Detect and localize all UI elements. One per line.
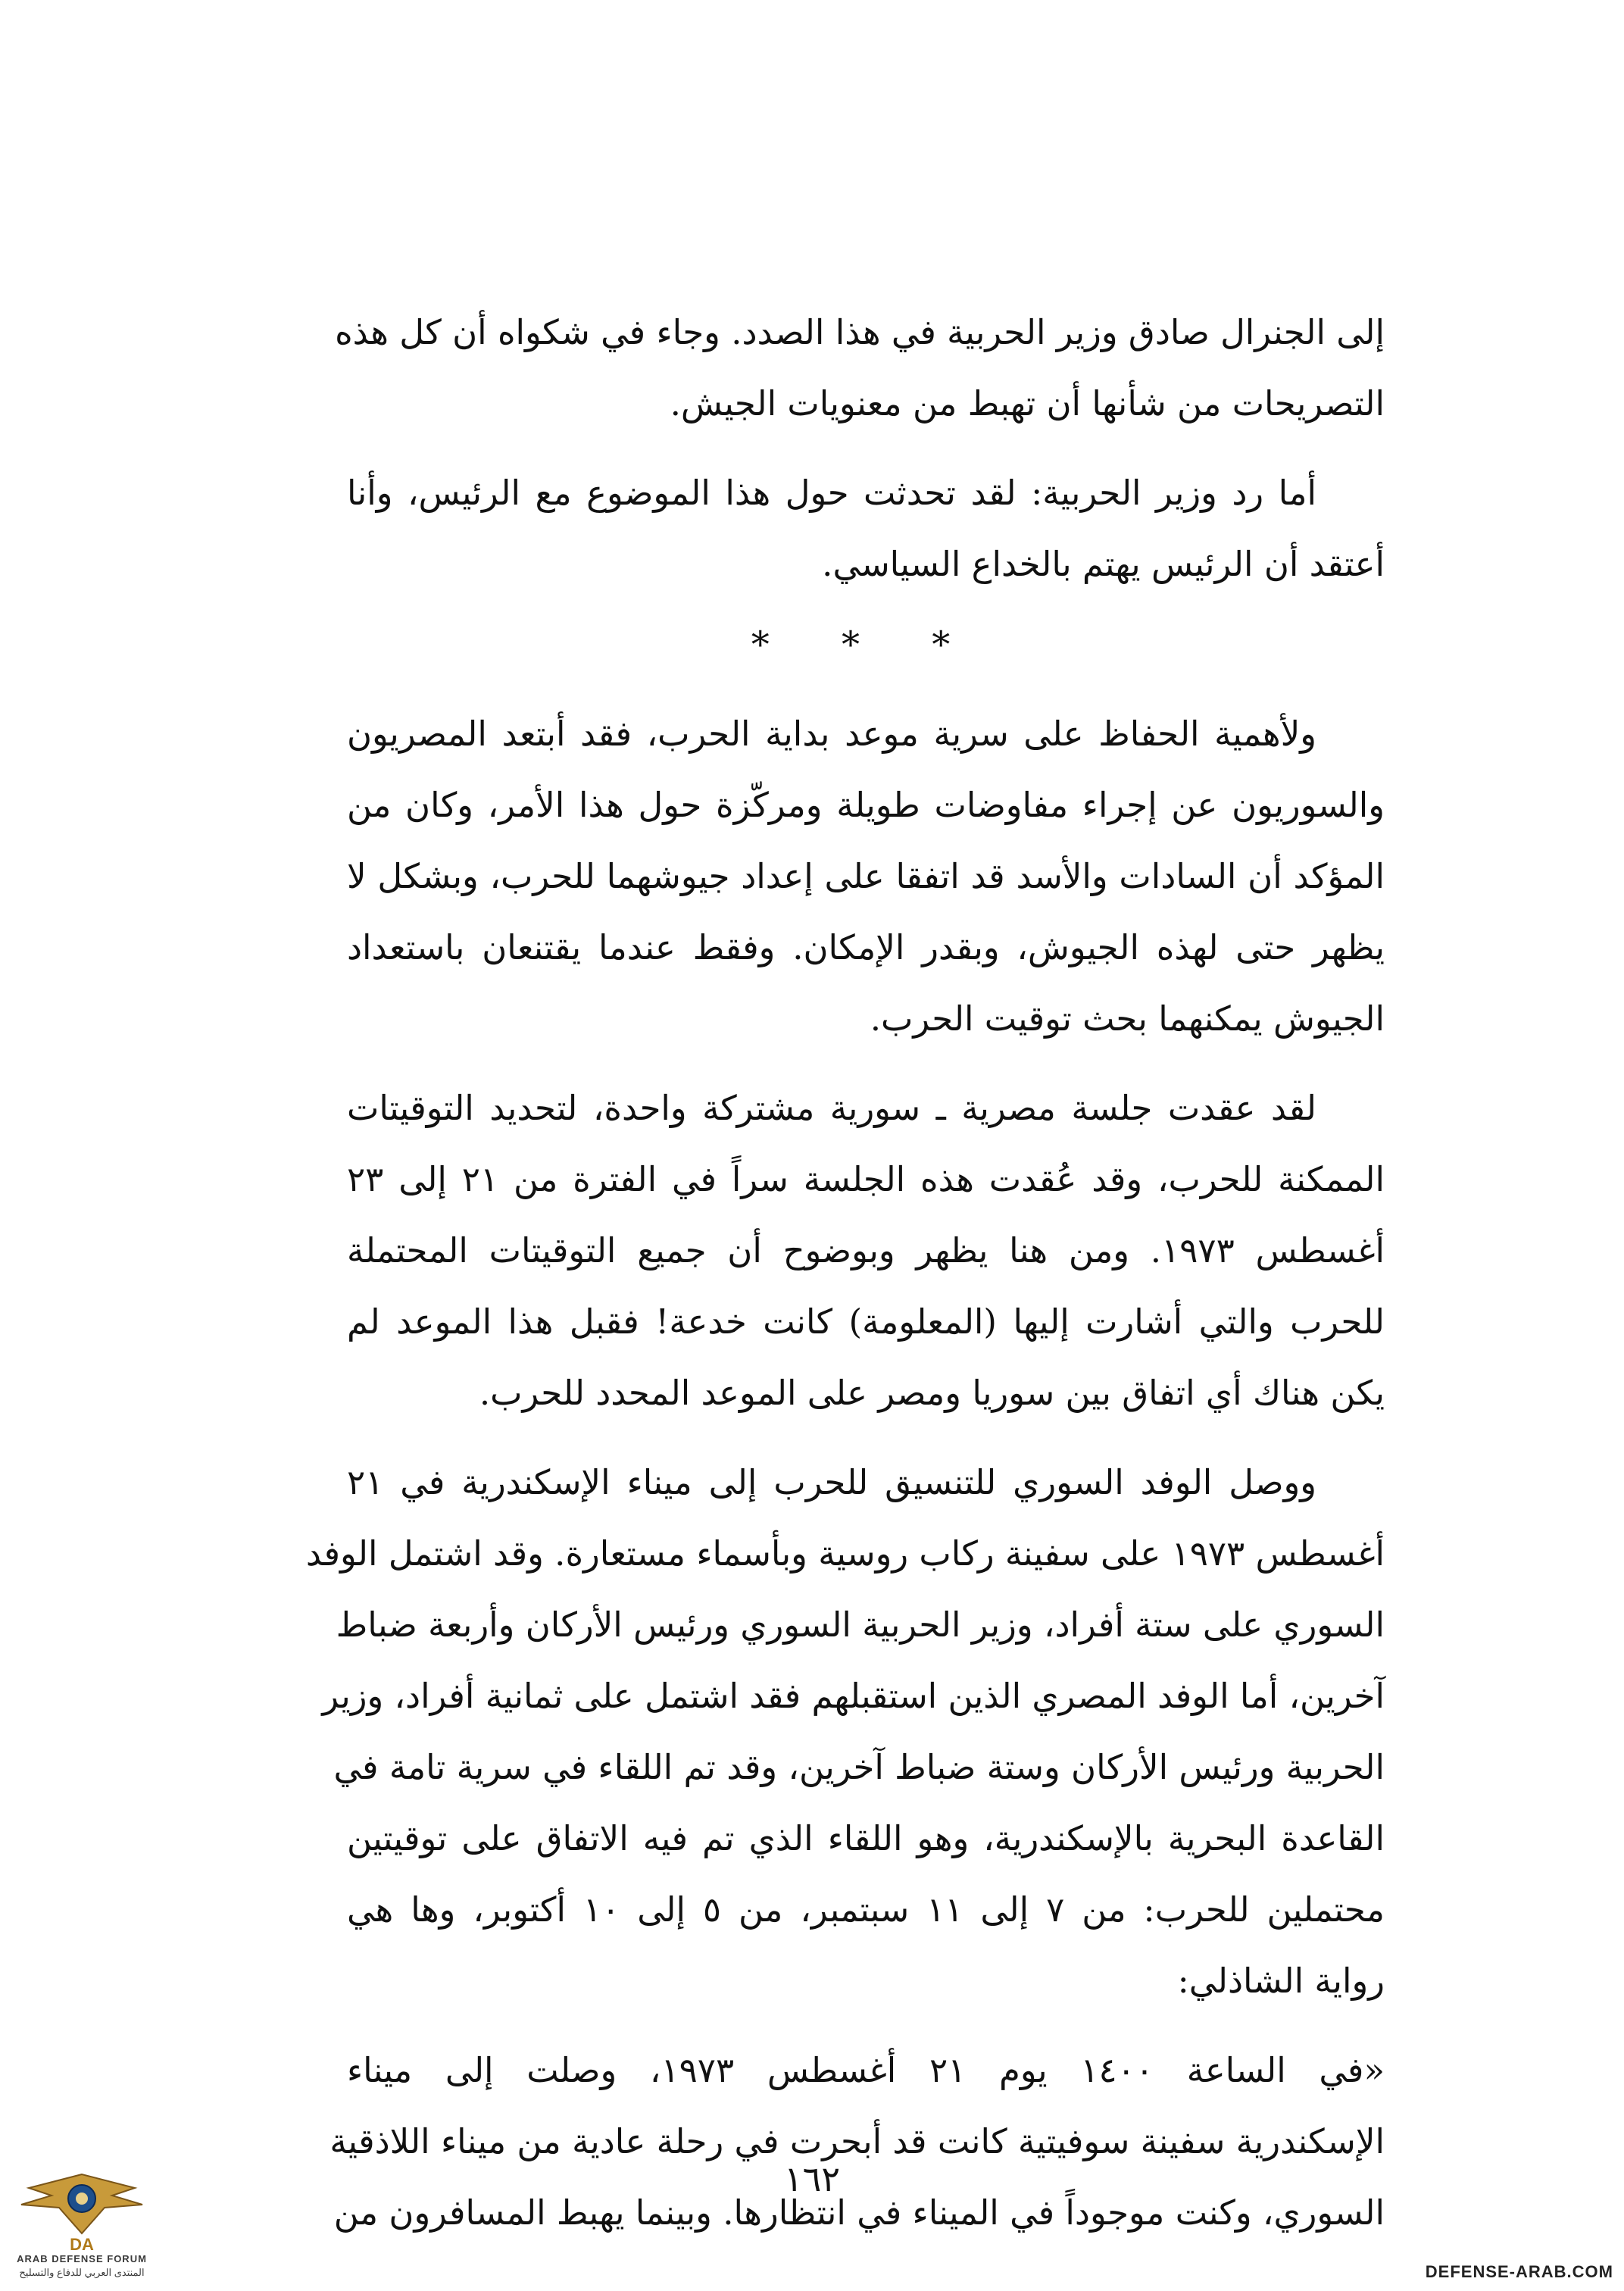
text-line: الممكنة للحرب، وقد عُقدت هذه الجلسة سراً في الفترة من ٢١ إلى ٢٣ [347, 1159, 1385, 1199]
logo-abbreviation: DA [70, 2235, 94, 2254]
text-line: والسوريون عن إجراء مفاوضات طويلة ومركّزة حول هذا الأمر، وكان من [347, 785, 1385, 825]
text-line: المؤكد أن السادات والأسد قد اتفقا على إعداد جيوشهما للحرب، وبشكل لا [347, 856, 1385, 896]
text-line: يظهر حتى لهذه الجيوش، وبقدر الإمكان. وفقط عندما يقتنعان باستعداد [347, 927, 1385, 967]
text-line: أغسطس ١٩٧٣. ومن هنا يظهر وبوضوح أن جميع التوقيتات المحتملة [347, 1230, 1385, 1271]
text-line: يكن هناك أي اتفاق بين سوريا ومصر على الموعد المحدد للحرب. [479, 1373, 1385, 1413]
body-text [305, 297, 1385, 2267]
text-line: إلى الجنرال صادق وزير الحربية في هذا الصدد. وجاء في شكواه أن كل هذه [335, 312, 1385, 352]
forum-logo [6, 2159, 158, 2288]
text-line: أغسطس ١٩٧٣ على سفينة ركاب روسية وبأسماء مستعارة. وقد اشتمل الوفد [305, 1533, 1385, 1574]
paragraph [347, 458, 1385, 600]
eagle-emblem-icon [6, 2159, 158, 2239]
text-line: الحربية ورئيس الأركان وستة ضباط آخرين، وقد تم اللقاء في سرية تامة في [333, 1747, 1385, 1787]
paragraph [347, 699, 1385, 1055]
text-line: السوري على ستة أفراد، وزير الحربية السوري ورئيس الأركان وأربعة ضباط [336, 1605, 1385, 1645]
paragraph-quote [329, 2035, 1385, 2249]
logo-arabic-name: المنتدى العربي للدفاع والتسليح [19, 2267, 145, 2278]
text-line: لقد عقدت جلسة مصرية ـ سورية مشتركة واحدة، لتحديد التوقيتات [347, 1088, 1316, 1128]
text-line: للحرب والتي أشارت إليها (المعلومة) كانت خدعة! فقبل هذا الموعد لم [347, 1302, 1385, 1342]
text-line: الإسكندرية سفينة سوفيتية كانت قد أبحرت في رحلة عادية من ميناء اللاذقية [329, 2121, 1385, 2161]
text-line: ولأهمية الحفاظ على سرية موعد بداية الحرب، فقد أبتعد المصريون [347, 714, 1316, 754]
text-line: رواية الشاذلي: [1177, 1961, 1385, 2001]
section-separator: * * * [751, 624, 981, 666]
text-line: محتملين للحرب: من ٧ إلى ١١ سبتمبر، من ٥ إلى ١٠ أكتوبر، وها هي [347, 1889, 1385, 1930]
paragraph [335, 297, 1385, 439]
logo-english-name: ARAB DEFENSE FORUM [17, 2253, 147, 2264]
text-line: الجيوش يمكنهما بحث توقيت الحرب. [870, 999, 1385, 1039]
site-url[interactable]: DEFENSE-ARAB.COM [1425, 2262, 1613, 2281]
text-line: ووصل الوفد السوري للتنسيق للحرب إلى ميناء الإسكندرية في ٢١ [347, 1462, 1316, 1502]
text-line: أعتقد أن الرئيس يهتم بالخداع السياسي. [822, 544, 1385, 584]
paragraph [347, 1073, 1385, 1429]
text-line: التصريحات من شأنها أن تهبط من معنويات الجيش. [670, 383, 1385, 424]
text-line: القاعدة البحرية بالإسكندرية، وهو اللقاء الذي تم فيه الاتفاق على توقيتين [347, 1818, 1385, 1858]
text-line: «في الساعة ١٤٠٠ يوم ٢١ أغسطس ١٩٧٣، وصلت إلى ميناء [347, 2050, 1385, 2090]
text-line: السوري، وكنت موجوداً في الميناء في انتظارها. وبينما يهبط المسافرون من [333, 2193, 1385, 2233]
page-number: ١٦٢ [783, 2158, 841, 2199]
paragraph [305, 1447, 1385, 2017]
text-line: آخرين، أما الوفد المصري الذين استقبلهم فقد اشتمل على ثمانية أفراد، وزير [322, 1676, 1385, 1716]
text-line: أما رد وزير الحربية: لقد تحدثت حول هذا الموضوع مع الرئيس، وأنا [347, 473, 1316, 513]
